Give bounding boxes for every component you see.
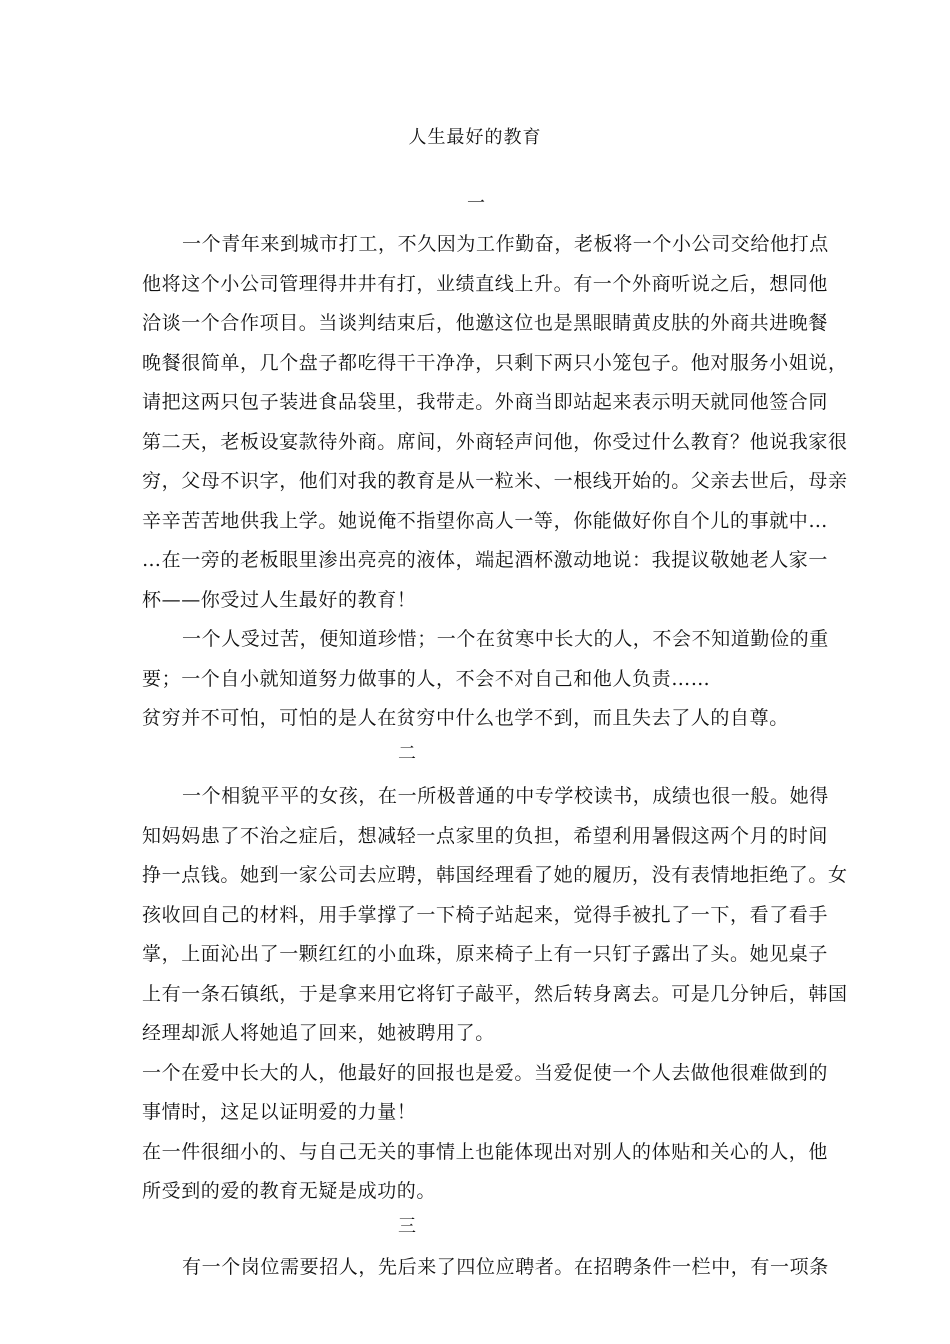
paragraph-line: 一个相貌平平的女孩，在一所极普通的中专学校读书，成绩也很一般。她得: [182, 785, 829, 807]
paragraph-line: 他将这个小公司管理得井井有打，业绩直线上升。有一个外商听说之后，想同他: [142, 273, 829, 295]
paragraph-line: 在一件很细小的、与自己无关的事情上也能体现出对别人的体贴和关心的人，他: [142, 1141, 829, 1163]
section-heading-three: 三: [398, 1216, 416, 1237]
section-heading-one: 一: [467, 193, 485, 214]
paragraph-line: 穷，父母不识字，他们对我的教育是从一粒米、一根线开始的。父亲去世后，母亲: [142, 470, 848, 492]
paragraph-line: 知妈妈患了不治之症后，想减轻一点家里的负担，希望利用暑假这两个月的时间: [142, 825, 829, 847]
paragraph-line: 第二天，老板设宴款待外商。席间，外商轻声问他，你受过什么教育？他说我家很: [142, 431, 848, 453]
paragraph-line: 一个人受过苦，便知道珍惜；一个在贫寒中长大的人，不会不知道勤俭的重: [182, 628, 829, 650]
section-heading-two: 二: [398, 743, 416, 764]
paragraph-line: …在一旁的老板眼里渗出亮亮的液体，端起酒杯激动地说：我提议敬她老人家一: [142, 549, 829, 571]
paragraph-line: 一个在爱中长大的人，他最好的回报也是爱。当爱促使一个人去做他很难做到的: [142, 1062, 829, 1084]
paragraph-line: 经理却派人将她追了回来，她被聘用了。: [142, 1022, 495, 1044]
paragraph-line: 所受到的爱的教育无疑是成功的。: [142, 1180, 437, 1202]
paragraph-line: 请把这两只包子装进食品袋里，我带走。外商当即站起来表示明天就同他签合同: [142, 391, 829, 413]
document-title: 人生最好的教育: [408, 127, 542, 148]
paragraph-line: 上有一条石镇纸，于是拿来用它将钉子敲平，然后转身离去。可是几分钟后，韩国: [142, 983, 848, 1005]
paragraph-line: 挣一点钱。她到一家公司去应聘，韩国经理看了她的履历，没有表情地拒绝了。女: [142, 864, 848, 886]
paragraph-line: 事情时，这足以证明爱的力量！: [142, 1101, 417, 1123]
paragraph-line: 辛辛苦苦地供我上学。她说俺不指望你高人一等，你能做好你自个儿的事就中…: [142, 510, 829, 532]
paragraph-line: 洽谈一个合作项目。当谈判结束后，他邀这位也是黑眼睛黄皮肤的外商共进晚餐: [142, 312, 829, 334]
paragraph-line: 杯——你受过人生最好的教育！: [142, 589, 417, 611]
paragraph-line: 一个青年来到城市打工，不久因为工作勤奋，老板将一个小公司交给他打点: [182, 233, 829, 255]
paragraph-line: 晚餐很简单，几个盘子都吃得干干净净，只剩下两只小笼包子。他对服务小姐说，: [142, 352, 848, 374]
paragraph-line: 掌，上面沁出了一颗红红的小血珠，原来椅子上有一只钉子露出了头。她见桌子: [142, 943, 829, 965]
paragraph-line: 贫穷并不可怕，可怕的是人在贫穷中什么也学不到，而且失去了人的自尊。: [142, 707, 789, 729]
paragraph-line: 孩收回自己的材料，用手掌撑了一下椅子站起来，觉得手被扎了一下，看了看手: [142, 904, 829, 926]
paragraph-line: 要；一个自小就知道努力做事的人，不会不对自己和他人负责……: [142, 668, 711, 690]
paragraph-line: 有一个岗位需要招人，先后来了四位应聘者。在招聘条件一栏中，有一项条: [182, 1256, 829, 1278]
